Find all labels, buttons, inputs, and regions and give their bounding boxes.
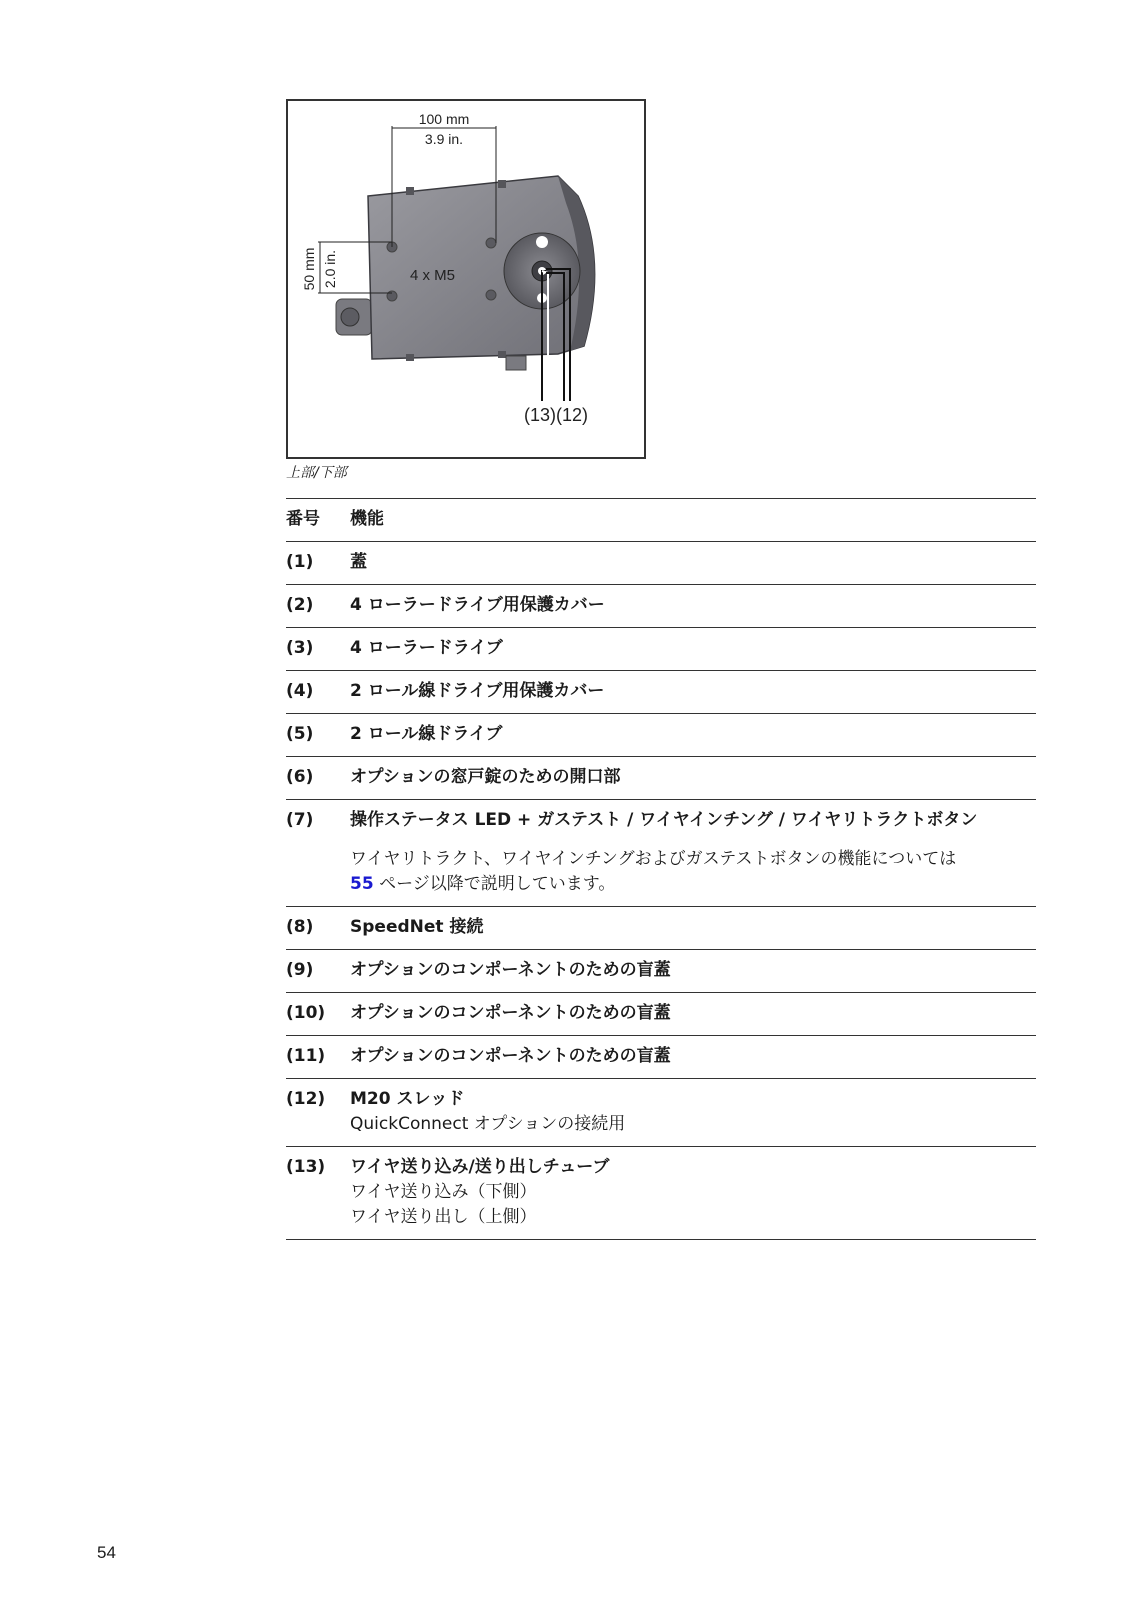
height-mm-label: 50 mm xyxy=(301,247,317,291)
legend-table xyxy=(286,498,1036,1240)
row-func xyxy=(350,907,1036,950)
row-num: (4) xyxy=(286,671,350,714)
table-row xyxy=(286,1036,1036,1079)
row-num: (5) xyxy=(286,714,350,757)
table-row xyxy=(286,1079,1036,1147)
row-func xyxy=(350,585,1036,628)
row-func xyxy=(350,1079,1036,1147)
row-num: (3) xyxy=(286,628,350,671)
row-func xyxy=(350,950,1036,993)
row-func xyxy=(350,757,1036,800)
row-num: (8) xyxy=(286,907,350,950)
table-header-row xyxy=(286,499,1036,542)
table-row xyxy=(286,714,1036,757)
row-func xyxy=(350,628,1036,671)
table-row xyxy=(286,993,1036,1036)
row-func xyxy=(350,542,1036,585)
table-row xyxy=(286,757,1036,800)
row-num: (11) xyxy=(286,1036,350,1079)
table-row xyxy=(286,671,1036,714)
row-title: 4 ローラードライブ xyxy=(350,638,503,658)
row-title: 2 ロール線ドライブ xyxy=(350,724,503,744)
row-title: ワイヤ送り込み/送り出しチューブ xyxy=(350,1157,610,1177)
table-row xyxy=(286,907,1036,950)
row-num: (12) xyxy=(286,1079,350,1147)
row-num: (9) xyxy=(286,950,350,993)
page-number: 54 xyxy=(97,1543,116,1562)
row-func xyxy=(350,1147,1036,1240)
row-num: (6) xyxy=(286,757,350,800)
table-row xyxy=(286,950,1036,993)
row-title: オプションのコンポーネントのための盲蓋 xyxy=(350,1003,671,1023)
desc-text-end: ページ以降で説明しています。 xyxy=(373,874,616,894)
row-title: オプションのコンポーネントのための盲蓋 xyxy=(350,960,671,980)
row-func xyxy=(350,993,1036,1036)
row-title: 蓋 xyxy=(350,552,367,572)
desc-text: ワイヤリトラクト、ワイヤインチングおよびガステストボタンの機能については xyxy=(350,849,957,869)
row-num: (10) xyxy=(286,993,350,1036)
width-mm-label: 100 mm xyxy=(418,111,470,127)
row-func xyxy=(350,671,1036,714)
row-title: 2 ロール線ドライブ用保護カバー xyxy=(350,681,605,701)
header-num: 番号 xyxy=(286,499,350,542)
row-subtitle: ワイヤ送り出し（上側） xyxy=(350,1207,537,1227)
row-description xyxy=(350,847,1036,897)
callout-label: (13)(12) xyxy=(523,405,589,425)
screw-hole xyxy=(486,290,496,300)
row-func xyxy=(350,1036,1036,1079)
screw-hole xyxy=(486,238,496,248)
row-title: M20 スレッド xyxy=(350,1089,465,1109)
screw-label: 4 x M5 xyxy=(410,267,456,284)
row-title: SpeedNet 接続 xyxy=(350,917,484,937)
table-row xyxy=(286,542,1036,585)
header-func: 機能 xyxy=(350,499,1036,542)
row-num: (13) xyxy=(286,1147,350,1240)
width-in-label: 3.9 in. xyxy=(424,131,464,147)
row-func xyxy=(350,800,1036,907)
row-num: (2) xyxy=(286,585,350,628)
row-subtitle: QuickConnect オプションの接続用 xyxy=(350,1114,626,1134)
table-row xyxy=(286,628,1036,671)
row-num: (1) xyxy=(286,542,350,585)
page-link[interactable]: 55 xyxy=(350,874,374,894)
table-row xyxy=(286,585,1036,628)
row-func xyxy=(350,714,1036,757)
row-num: (7) xyxy=(286,800,350,907)
figure-caption: 上部/下部 xyxy=(286,465,347,481)
device-drawing xyxy=(288,101,644,457)
row-title: オプションの窓戸錠のための開口部 xyxy=(350,767,621,787)
height-in-label: 2.0 in. xyxy=(322,249,338,289)
row-subtitle: ワイヤ送り込み（下側） xyxy=(350,1182,537,1202)
device-figure xyxy=(286,99,646,459)
row-title: 4 ローラードライブ用保護カバー xyxy=(350,595,605,615)
row-title: 操作ステータス LED + ガステスト / ワイヤインチング / ワイヤリトラクトボタン xyxy=(350,810,978,830)
row-title: オプションのコンポーネントのための盲蓋 xyxy=(350,1046,671,1066)
table-row xyxy=(286,800,1036,907)
table-row xyxy=(286,1147,1036,1240)
